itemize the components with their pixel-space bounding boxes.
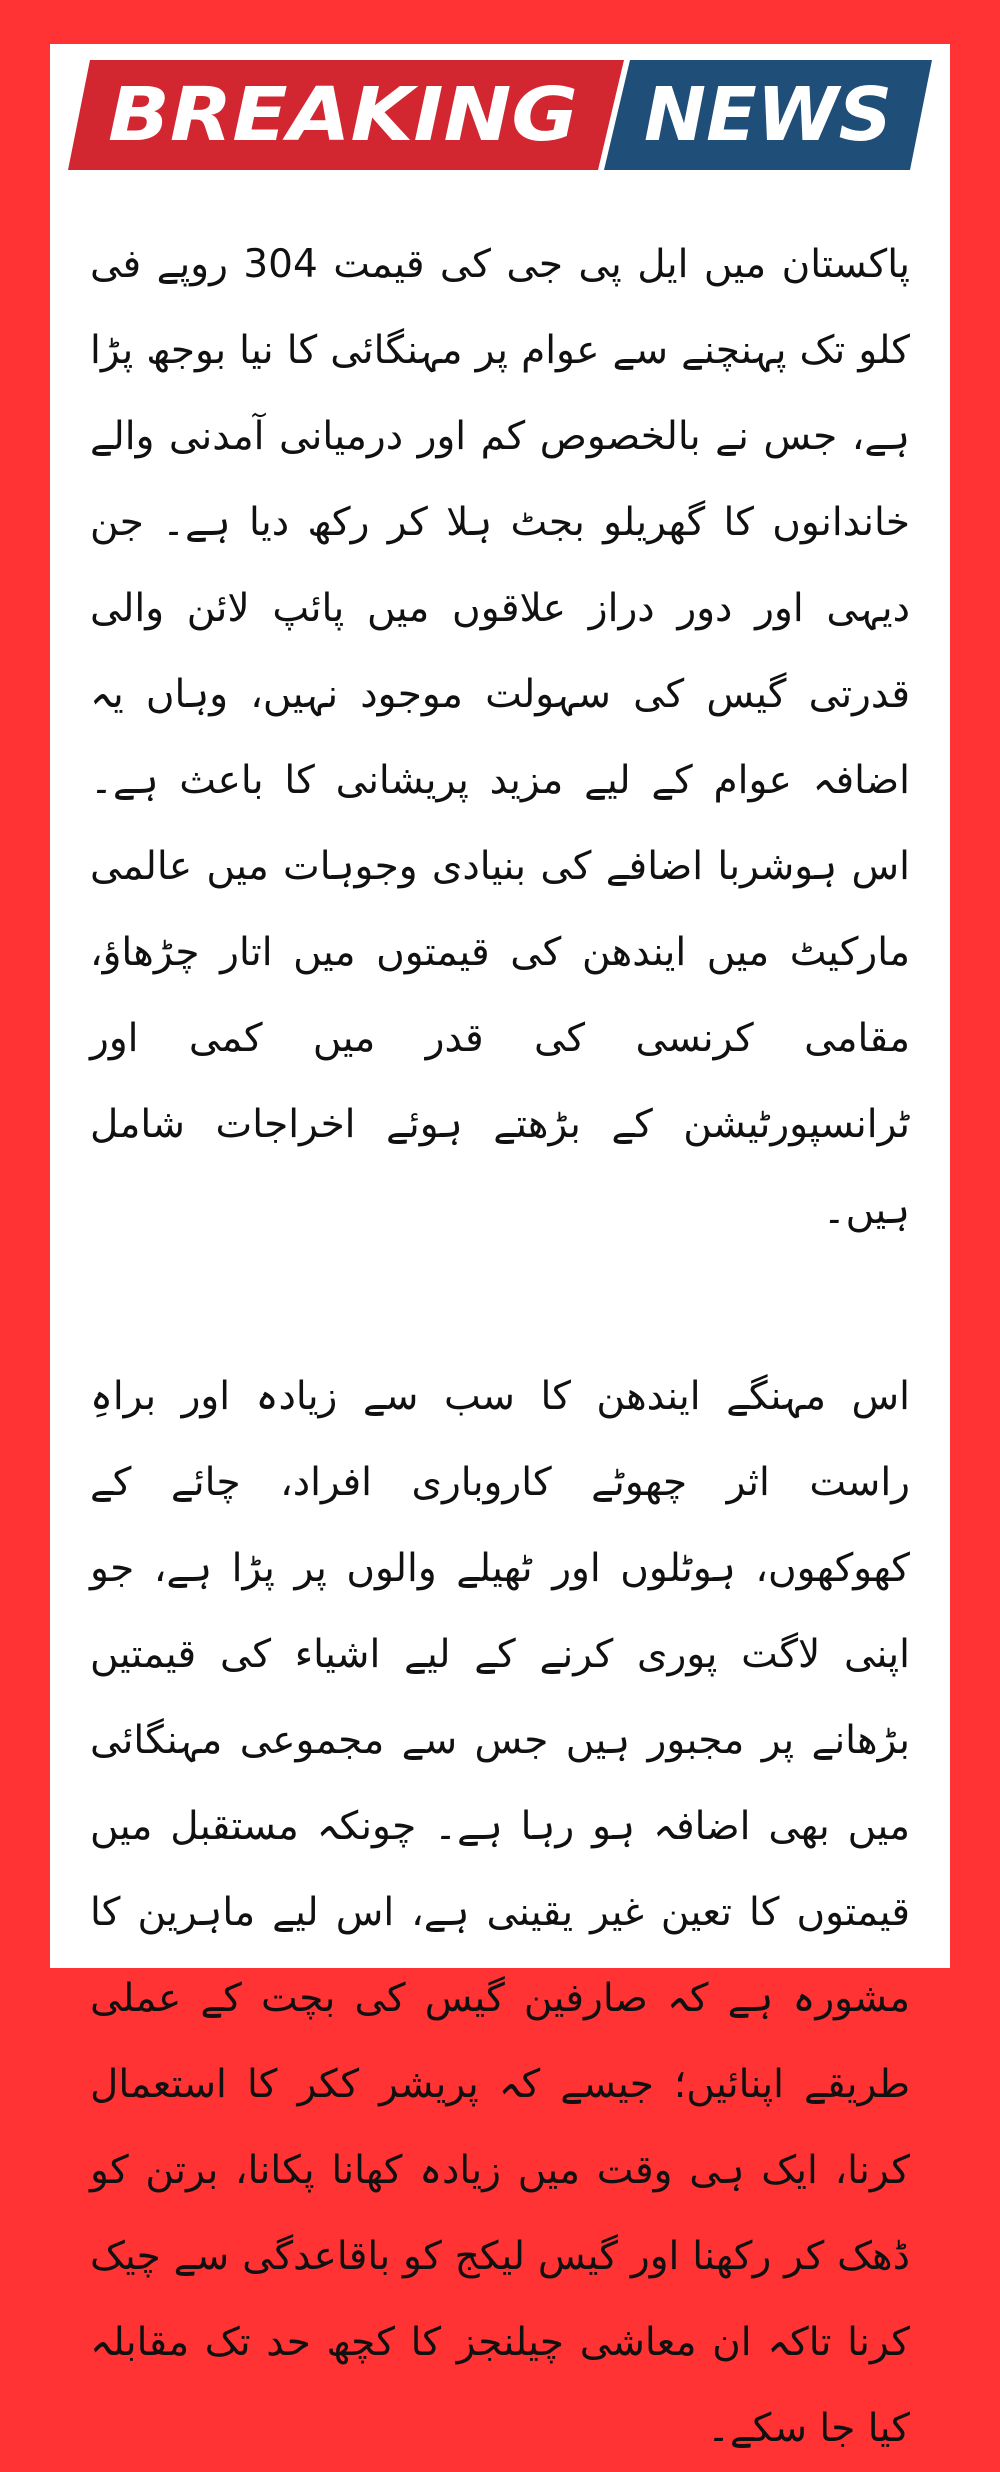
- banner-word-news: NEWS: [644, 72, 892, 158]
- breaking-news-graphic: [68, 60, 932, 170]
- banner-word-breaking: BREAKING: [108, 72, 578, 158]
- breaking-news-banner: [68, 60, 932, 170]
- article-paragraph-1: پاکستان میں ایل پی جی کی قیمت 304 روپے فی کلو تک پہنچنے سے عوام پر مہنگائی کا نیا بوجھ پڑا ہے، جس نے بالخصوص کم اور درمیانی آمدنی والے خاندانوں کا گھریلو بجٹ ہلا کر رکھ دیا ہے۔ جن دیہی اور دور دراز علاقوں میں پائپ لائن والی قدرتی گیس کی سہولت موجود نہیں، وہاں یہ اضافہ عوام کے لیے مزید پریشانی کا باعث ہے۔ اس ہوشربا اضافے کی بنیادی وجوہات میں عالمی مارکیٹ میں ایندھن کی قیمتوں میں اتار چڑھاؤ، مقامی کرنسی کی قدر میں کمی اور ٹرانسپورٹیشن کے بڑھتے ہوئے اخراجات شامل ہیں۔: [90, 242, 910, 1233]
- news-card: [50, 44, 950, 2451]
- article-body: [90, 222, 910, 2472]
- article-paragraph-2: اس مہنگے ایندھن کا سب سے زیادہ اور براہِ راست اثر چھوٹے کاروباری افراد، چائے کے کھوکھوں، ہوٹلوں اور ٹھیلے والوں پر پڑا ہے، جو اپنی لاگت پوری کرنے کے لیے اشیاء کی قیمتیں بڑھانے پر مجبور ہیں جس سے مجموعی مہنگائی میں بھی اضافہ ہو رہا ہے۔ چونکہ مستقبل میں قیمتوں کا تعین غیر یقینی ہے، اس لیے ماہرین کا مشورہ ہے کہ صارفین گیس کی بچت کے عملی طریقے اپنائیں؛ جیسے کہ پریشر ککر کا استعمال کرنا، ایک ہی وقت میں زیادہ کھانا پکانا، برتن کو ڈھک کر رکھنا اور گیس لیکج کو باقاعدگی سے چیک کرنا تاکہ ان معاشی چیلنجز کا کچھ حد تک مقابلہ کیا جا سکے۔: [90, 1374, 910, 2451]
